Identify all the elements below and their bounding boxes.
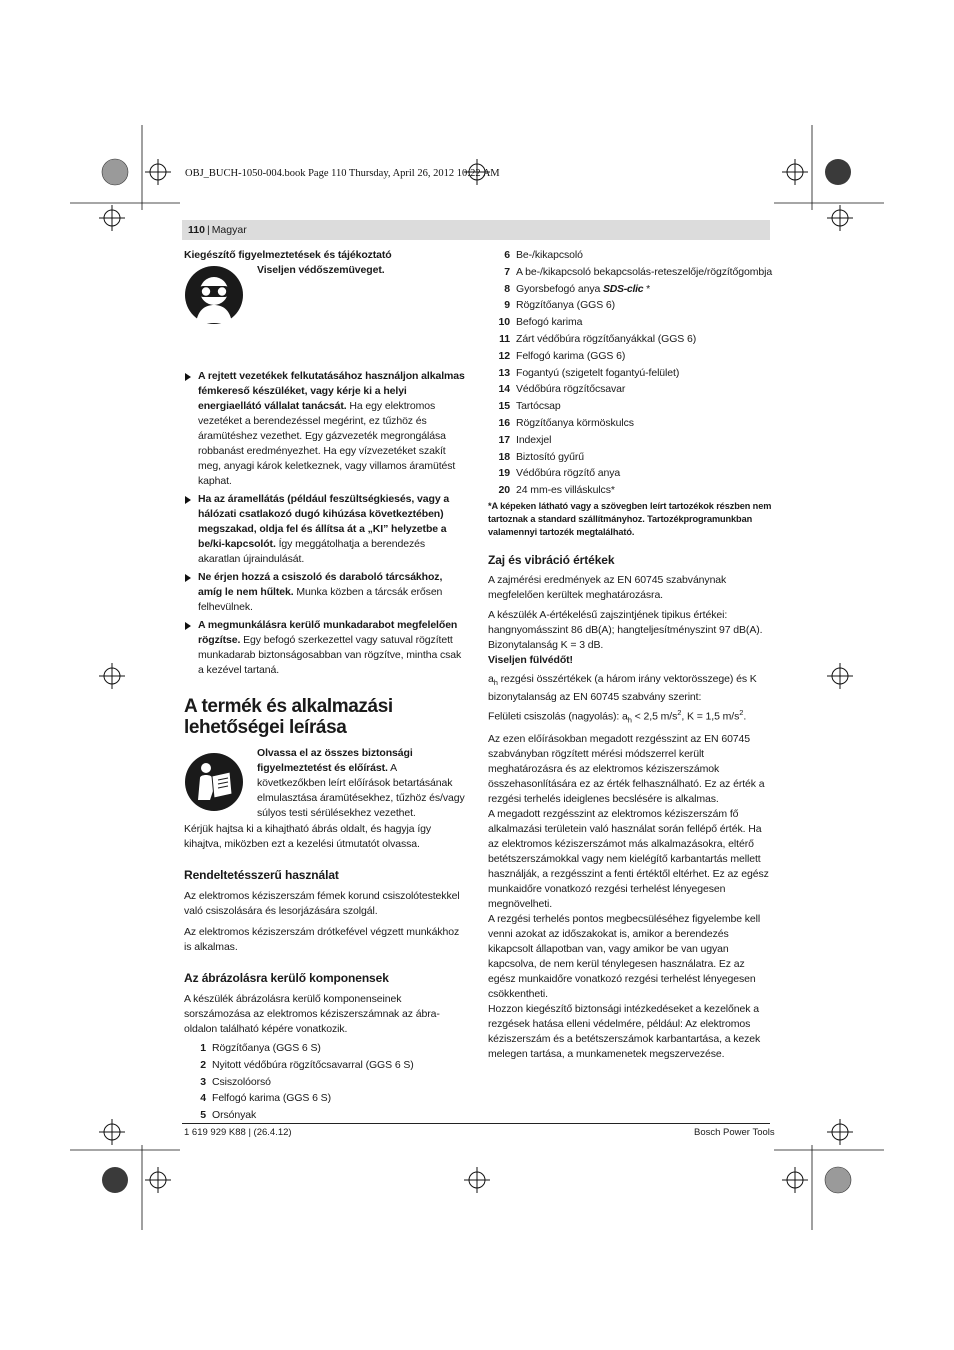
asterisk: * <box>643 282 651 295</box>
component-label: Indexjel <box>516 433 552 446</box>
bullet-item <box>184 492 466 567</box>
noise-p1: A zajmérési eredmények az EN 60745 szabványnak megfelelően kerültek meghatározásra. <box>488 574 727 602</box>
component-number: 6 <box>504 249 510 261</box>
intended-use-title: Rendeltetésszerű használat <box>184 868 339 882</box>
intended-use-p2: Az elektromos kéziszerszám drótkefével végzett munkákhoz is alkalmas. <box>184 926 460 953</box>
bullet-bold: A megmunkálásra kerülő munkadarabot megfelelően rögzítse. <box>198 619 458 646</box>
vib-subscript: h <box>627 715 632 725</box>
component-label: Zárt védőbúra rögzítőanyákkal (GGS 6) <box>516 332 697 345</box>
warning-bullets <box>184 369 466 678</box>
vib-text: Felületi csiszolás (nagyolás): a <box>488 710 628 723</box>
noise-title: Zaj és vibráció értékek <box>488 553 615 568</box>
list-item <box>488 399 774 414</box>
list-item <box>488 282 774 297</box>
component-label: Befogó karima <box>516 316 583 329</box>
vib-superscript: 2 <box>739 708 744 718</box>
component-label: Védőbúra rögzítő anya <box>516 467 621 480</box>
bullet-item <box>184 570 466 615</box>
page-number: 110 <box>188 224 205 236</box>
list-item <box>488 366 774 381</box>
component-number: 20 <box>498 484 510 497</box>
list-item <box>184 1041 466 1056</box>
goggles-block <box>184 263 466 361</box>
right-column <box>488 248 774 1062</box>
component-label: Fogantyú (szigetelt fogantyú-felület) <box>516 366 680 379</box>
list-item <box>488 248 774 263</box>
list-item <box>488 382 774 397</box>
section-title: A termék és alkalmazási lehetőségei leírása <box>184 696 393 738</box>
list-item <box>488 450 774 465</box>
component-label: Felfogó karima (GGS 6) <box>516 349 626 362</box>
vibration-p6: Hozzon kiegészítő biztonsági intézkedéseket a kezelőnek a rezgések hatása elleni védelmére, például: Az elektromos kéziszerszám és a betétszerszámok karbantartása, a kezek melegen tartása, a munkamenetek megszervezése. <box>488 1002 761 1060</box>
bullet-item <box>184 618 466 678</box>
bullet-item <box>184 369 466 489</box>
footer-doc-number: 1 619 929 K88 | (26.4.12) <box>184 1127 292 1138</box>
component-number: 2 <box>200 1058 206 1071</box>
component-label: Csiszolóorsó <box>212 1075 271 1088</box>
list-item <box>488 433 774 448</box>
vib-subscript: h <box>493 678 498 688</box>
bullet-text: Ha egy elektromos vezetéket a berendezéssel megérint, ez tűzhöz és áramütéshez vezethet. Egy gázvezeték megrongálása robbanást eredményezhet. Ha egy vízvezetéket szakít meg, anyagi károk keletkeznek, vagy villamos áramütést kaphat. <box>198 400 456 487</box>
read-text: A következőkben leírt előírások betartásának elmulasztása áramütésekhez, tűzhöz és/vagy súlyos testi sérülésekhez vezethet. <box>257 762 465 819</box>
bullet-bold: A rejtett vezetékek felkutatásához használjon alkalmas fémkereső készüléket, vagy kérje ki a helyi energiaellátó vállalat tanácsát. <box>198 370 465 412</box>
intended-use-p1: Az elektromos kéziszerszám fémek korund csiszolótestekkel való csiszolására és lesorjázására szolgál. <box>184 890 460 917</box>
component-label: A be-/kikapcsoló bekapcsolás-reteszelője/rögzítőgombja <box>516 265 773 278</box>
list-item <box>488 265 774 280</box>
component-list-left <box>184 1041 466 1123</box>
sds-clic-logo: SDS-clic <box>603 282 644 295</box>
vibration-p4: A megadott rezgésszint az elektromos kéziszerszám fő alkalmazási területein való használat során fellépő érték. Ha az elektromos kéziszerszámot más alkalmazásokra, eltérő betétszerszámokkal vagy nem kielégítő karbantartás mellett használják, a rezgésszint a fenti értéktől eltérhet. Ez az egész munkaidőre vonatkozó rezgési terhelést lényegesen megnövelheti. <box>488 807 769 910</box>
list-item <box>488 483 774 498</box>
list-item <box>184 1108 466 1123</box>
footer-brand: Bosch Power Tools <box>694 1127 775 1138</box>
component-label: Rögzítőanya (GGS 6 S) <box>212 1042 321 1054</box>
component-label: Biztosító gyűrű <box>516 450 584 463</box>
component-number: 3 <box>200 1075 206 1088</box>
list-item <box>488 349 774 364</box>
noise-p2: A készülék A-értékelésű zajszintjének tipikus értékei: hangnyomásszint 86 dB(A); hangteljesítményszint 97 dB(A). Bizonytalanság K = 3 dB. <box>488 609 763 652</box>
fold-out-text: Kérjük hajtsa ki a kihajtható ábrás oldalt, és hagyja így kihajtva, miközben ezt a kezelési útmutatót olvassa. <box>184 823 432 850</box>
list-item <box>488 315 774 330</box>
component-label: Rögzítőanya (GGS 6) <box>516 299 616 312</box>
component-label: Rögzítőanya körmöskulcs <box>516 416 634 429</box>
bullet-bold: Ha az áramellátás (például feszültségkiesés, vagy a hálózati csatlakozó dugó kihúzása következtében) megszakad, oldja fel és állítsa át a „KI” helyzetbe a be/ki-kapcsolót. <box>198 493 450 550</box>
header-language: Magyar <box>211 224 247 236</box>
vibration-p3: Az ezen előírásokban megadott rezgésszint az EN 60745 szabványban rögzített mérési módszerrel került meghatározásra és az elektromos kéziszerszámok összehasonlítására ez az érték felhasználható. Ez az érték a rezgési terhelés ideiglenes becslésére is alkalmas. <box>488 732 765 805</box>
components-intro: A készülék ábrázolásra kerülő komponenseinek sorszámozása az elektromos kéziszerszámnak az ábra-oldalon található képére vonatkozik. <box>184 993 440 1035</box>
list-item <box>184 1058 466 1073</box>
bullet-text: Munka közben a tárcsák erősen felhevülnek. <box>198 586 443 613</box>
read-instructions-block <box>184 746 466 822</box>
component-number: 8 <box>504 282 510 295</box>
component-label: Felfogó karima (GGS 6 S) <box>212 1092 331 1105</box>
list-item <box>488 298 774 313</box>
read-bold: Olvassa el az összes biztonsági figyelmeztetést és előírást. <box>257 747 413 774</box>
vib-symbol: a <box>488 673 494 686</box>
component-number: 4 <box>200 1092 206 1105</box>
component-label: 24 mm-es villáskulcs* <box>516 484 615 497</box>
bullet-bold: Ne érjen hozzá a csiszoló és daraboló tárcsákhoz, amíg le nem hűltek. <box>198 571 443 598</box>
component-label: Be-/kikapcsoló <box>516 249 583 261</box>
left-column <box>184 248 466 1125</box>
vib-text: . <box>743 710 747 723</box>
vibration-p5: A rezgési terhelés pontos megbecsüléséhez figyelembe kell venni azokat az időszakokat is, amikor a berendezés kikapcsolt állapotban van, vagy amikor be van ugyan kapcsolva, de nem kerül ténylegesen használatra. Ez az egész munkaidőre vonatkozó rezgési terhelést lényegesen csökkentheti. <box>488 912 761 1000</box>
header-separator: | <box>206 224 210 236</box>
component-number: 17 <box>498 433 510 446</box>
vib-text: < 2,5 m/s <box>631 710 678 723</box>
footer-rule <box>182 1123 770 1124</box>
ear-protection: Viseljen fülvédőt! <box>488 654 573 667</box>
safety-heading: Kiegészítő figyelmeztetések és tájékoztató <box>184 249 392 261</box>
component-label: Gyorsbefogó anya <box>516 282 601 295</box>
read-manual-icon <box>184 752 244 812</box>
list-item <box>184 1091 466 1106</box>
accessory-note: *A képeken látható vagy a szövegben leírt tartozékok részben nem tartoznak a standard szállítmányhoz. Tartozékprogramunkban valamennyi tartozék megtalálható. <box>488 501 772 538</box>
list-item <box>184 1075 466 1090</box>
goggles-label: Viseljen védőszemüveget. <box>257 264 385 276</box>
component-number: 19 <box>498 467 510 480</box>
component-number: 12 <box>498 349 510 362</box>
bullet-arrow-icon <box>185 574 191 582</box>
component-label: Tartócsap <box>516 400 561 413</box>
page-header-bar <box>182 220 770 240</box>
vibration-p1 <box>488 672 774 705</box>
component-number: 1 <box>200 1042 206 1054</box>
bullet-arrow-icon <box>185 496 191 504</box>
component-number: 15 <box>498 400 510 413</box>
component-label: Orsónyak <box>212 1109 257 1122</box>
component-number: 14 <box>498 383 510 396</box>
component-label: Nyitott védőbúra rögzítőcsavarral (GGS 6 S) <box>212 1058 414 1071</box>
bullet-arrow-icon <box>185 373 191 381</box>
component-number: 18 <box>498 450 510 463</box>
vibration-p2 <box>488 705 774 728</box>
component-number: 16 <box>498 416 510 429</box>
vib-superscript: 2 <box>677 708 682 718</box>
component-number: 13 <box>498 366 510 379</box>
list-item <box>488 416 774 431</box>
component-list-right <box>488 248 774 498</box>
list-item <box>488 332 774 347</box>
component-number: 10 <box>498 316 510 329</box>
vib-text: rezgési összértékek (a három irány vektorösszege) és K bizonytalanság az EN 60745 szabvány szerint: <box>488 673 757 704</box>
list-item <box>488 466 774 481</box>
component-number: 5 <box>200 1109 206 1122</box>
vib-text: , K = 1,5 m/s <box>681 710 740 723</box>
components-title: Az ábrázolásra kerülő komponensek <box>184 971 389 985</box>
component-number: 7 <box>504 265 510 278</box>
safety-goggles-icon <box>184 265 244 325</box>
bullet-arrow-icon <box>185 622 191 630</box>
print-header: OBJ_BUCH-1050-004.book Page 110 Thursday, April 26, 2012 10:22 AM <box>185 168 500 179</box>
component-number: 9 <box>504 299 510 312</box>
component-label: Védőbúra rögzítőcsavar <box>516 383 626 396</box>
bullet-text: Egy befogó szerkezettel vagy satuval rögzített munkadarab biztonságosabban van rögzítve, mintha csak a kezével tartaná. <box>198 634 462 676</box>
bullet-text: Így meggátolhatja a berendezés akaratlan újraindulását. <box>198 538 426 565</box>
component-number: 11 <box>499 332 510 345</box>
